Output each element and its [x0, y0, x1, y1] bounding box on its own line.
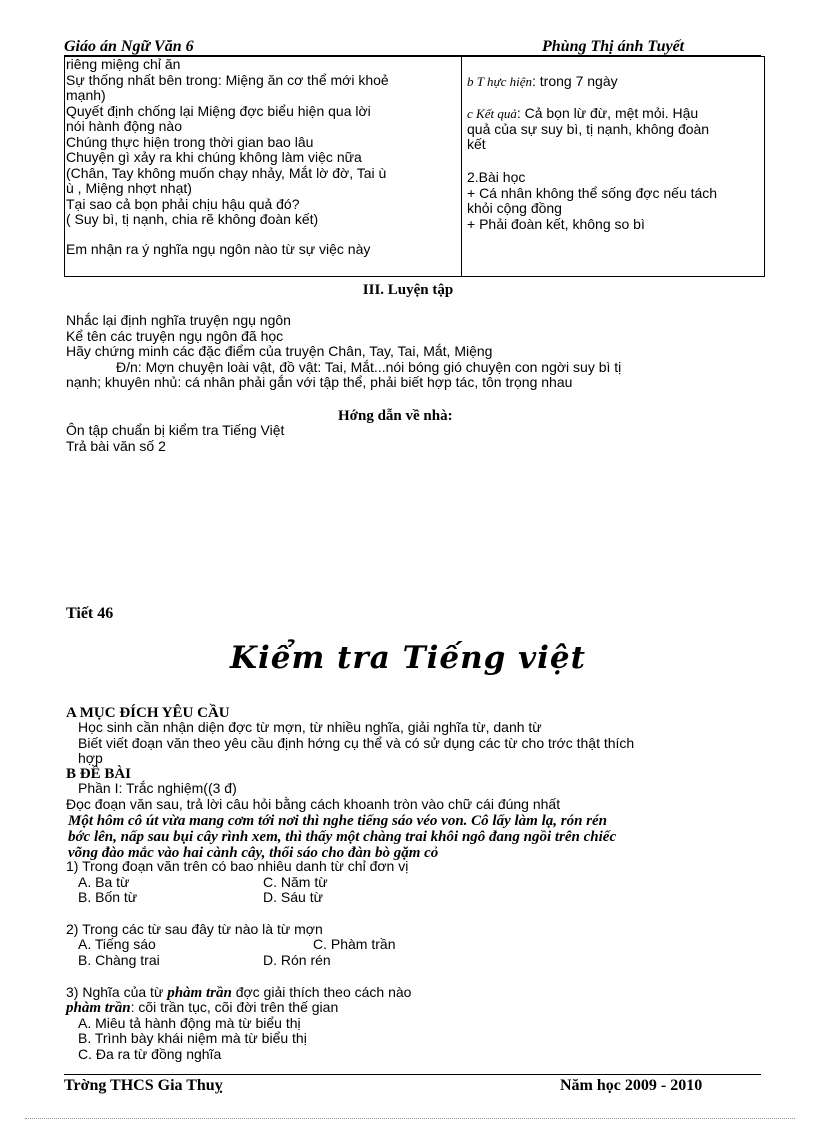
- q2-option-d[interactable]: D. Rón rén: [263, 952, 331, 968]
- header-left: Giáo án Ngữ Văn 6: [64, 38, 194, 55]
- label-b: b T hực hiện: [467, 74, 532, 89]
- table-left-line: Chúng thực hiện trong thời gian bao lâu: [66, 133, 314, 150]
- homework-line: Ôn tập chuẩn bị kiểm tra Tiếng Việt: [66, 422, 285, 438]
- homework-line: Trả bài văn số 2: [66, 437, 166, 454]
- page-edge: [25, 1118, 795, 1119]
- section-a-lines: [78, 720, 634, 767]
- table-right-lesson: [467, 170, 762, 232]
- footer-rule: [64, 1074, 761, 1075]
- q1-option-a[interactable]: A. Ba từ: [78, 874, 130, 890]
- section-b-title: B ĐỀ BÀI: [66, 766, 132, 782]
- text-c2: quả của sự suy bì, tị nạnh, không đoàn: [467, 120, 710, 137]
- passage-line: võng đào mắc vào hai cành cây, thổi sáo cho đàn bò gặm cỏ: [68, 845, 439, 861]
- homework-title: Hớng dẫn về nhà:: [338, 408, 453, 424]
- table-left-column: [66, 57, 458, 257]
- passage-line: Một hôm cô út vừa mang cơm tới nơi thì nghe tiếng sáo véo von. Cô lấy làm lạ, rón rén: [68, 813, 608, 829]
- practice-line: Nhắc lại định nghĩa truyện ngụ ngôn: [66, 312, 291, 328]
- table-left-line: Chuyện gì xảy ra khi chúng không làm việc nữa: [66, 149, 362, 165]
- lesson-heading: 2.Bài học: [467, 169, 526, 185]
- table-left-line: Sự thống nhất bên trong: Miệng ăn cơ thể mới khoẻ: [66, 71, 389, 88]
- footer-right: Năm học 2009 - 2010: [560, 1077, 703, 1094]
- period-label: Tiết 46: [66, 605, 114, 622]
- q2-option-c[interactable]: C. Phàm trần: [313, 936, 396, 952]
- practice-line: Hãy chứng minh các đặc điểm của truyện Chân, Tay, Tai, Mắt, Miệng: [66, 343, 493, 359]
- part-label: Phần I: Trắc nghiệm((3 đ): [78, 780, 237, 796]
- table-left-line: Quyết định chống lại Miệng đợc biểu hiện qua lời: [66, 102, 371, 119]
- header-right: Phùng Thị ánh Tuyết: [542, 38, 685, 55]
- text-b: : trong 7 ngày: [532, 73, 618, 89]
- practice-answer-cont: nạnh; khuyên nhủ: cá nhân phải gắn với tập thể, phải biết hợp tác, tôn trọng nhau: [66, 374, 573, 390]
- practice-title: III. Luyện tập: [362, 282, 454, 298]
- label-c: c Kết quả: [467, 106, 517, 121]
- table-right-c: [467, 106, 762, 153]
- q3-option-b[interactable]: B. Trình bày khái niệm mà từ biểu thị: [78, 1030, 307, 1046]
- section-a-line: hợp: [78, 750, 103, 766]
- practice-line: Kể tên các truyện ngụ ngôn đã học: [66, 327, 284, 344]
- question-2: 2) Trong các từ sau đây từ nào là từ mợn: [66, 921, 323, 937]
- table-left-line: (Chân, Tay không muốn chạy nhảy, Mắt lờ đờ, Tai ù: [66, 164, 387, 181]
- q2-option-a[interactable]: A. Tiếng sáo: [78, 936, 156, 952]
- table-divider: [461, 56, 462, 277]
- table-left-question: Em nhận ra ý nghĩa ngụ ngôn nào từ sự việc này: [66, 240, 371, 257]
- q3-term: phàm trần: [167, 985, 232, 1001]
- table-left-line: ( Suy bì, tị nạnh, chia rẽ không đoàn kết): [66, 211, 319, 227]
- table-left-line: riêng miệng chỉ ăn: [66, 56, 181, 72]
- section-a-line: Biết viết đoạn văn theo yêu cầu định hớng cụ thể và có sử dụng các từ cho trớc thật thích: [78, 734, 635, 751]
- q3-suffix: đợc giải thích theo cách nào: [231, 984, 412, 1000]
- table-left-line: mạnh): [66, 87, 106, 103]
- q3-option-c[interactable]: C. Đa ra từ đồng nghĩa: [78, 1046, 222, 1062]
- passage: [68, 813, 616, 861]
- text-c1: : Cả bọn lừ đừ, mệt mỏi. Hậu: [516, 105, 699, 121]
- practice-answer: Đ/n: Mợn chuyện loài vật, đồ vật: Tai, Mắt...nói bóng gió chuyện con ngời suy bì tị: [116, 358, 622, 375]
- def-text: : cõi trần tục, cõi đời trên thế gian: [130, 999, 339, 1015]
- passage-line: bớc lên, nấp sau bụi cây rình xem, thì thấy một chàng trai khôi ngô đang ngồi trên chiếc: [68, 829, 617, 845]
- table-left-line: nói hành động nào: [66, 118, 182, 134]
- section-a-title: A MỤC ĐÍCH YÊU CẦU: [66, 705, 230, 721]
- lesson-line: + Phải đoàn kết, không so bì: [467, 215, 645, 232]
- practice-lines: [66, 313, 621, 391]
- q1-option-c[interactable]: C. Năm từ: [263, 874, 328, 890]
- section-a-line: Học sinh cần nhận diện đợc từ mợn, từ nhiều nghĩa, giải nghĩa từ, danh từ: [78, 719, 542, 735]
- table-left-line: Tại sao cả bọn phải chịu hậu quả đó?: [66, 195, 300, 212]
- q2-option-b[interactable]: B. Chàng trai: [78, 952, 160, 968]
- footer-left: Trờng THCS Gia Thuỵ: [64, 1077, 223, 1094]
- q3-option-a[interactable]: A. Miêu tả hành động mà từ biểu thị: [78, 1015, 301, 1031]
- instruction: Đọc đoạn văn sau, trả lời câu hỏi bằng cách khoanh tròn vào chữ cái đúng nhất: [66, 796, 561, 812]
- def-term: phàm trần: [66, 1000, 131, 1016]
- q1-option-b[interactable]: B. Bốn từ: [78, 889, 138, 905]
- table-right-b: [467, 74, 762, 90]
- lesson-line: khỏi cộng đồng: [467, 200, 562, 216]
- homework-lines: [66, 423, 284, 454]
- table-left-line: ù , Miệng nhợt nhạt): [66, 180, 192, 196]
- question-1: 1) Trong đoạn văn trên có bao nhiêu danh từ chỉ đơn vị: [66, 858, 409, 874]
- lesson-line: + Cá nhân không thể sống đợc nếu tách: [467, 184, 718, 201]
- q1-option-d[interactable]: D. Sáu từ: [263, 889, 323, 905]
- text-c3: kết: [467, 136, 486, 152]
- q3-prefix: 3) Nghĩa của từ: [66, 984, 168, 1000]
- lesson-title: Kiểm tra Tiếng việt: [230, 640, 586, 676]
